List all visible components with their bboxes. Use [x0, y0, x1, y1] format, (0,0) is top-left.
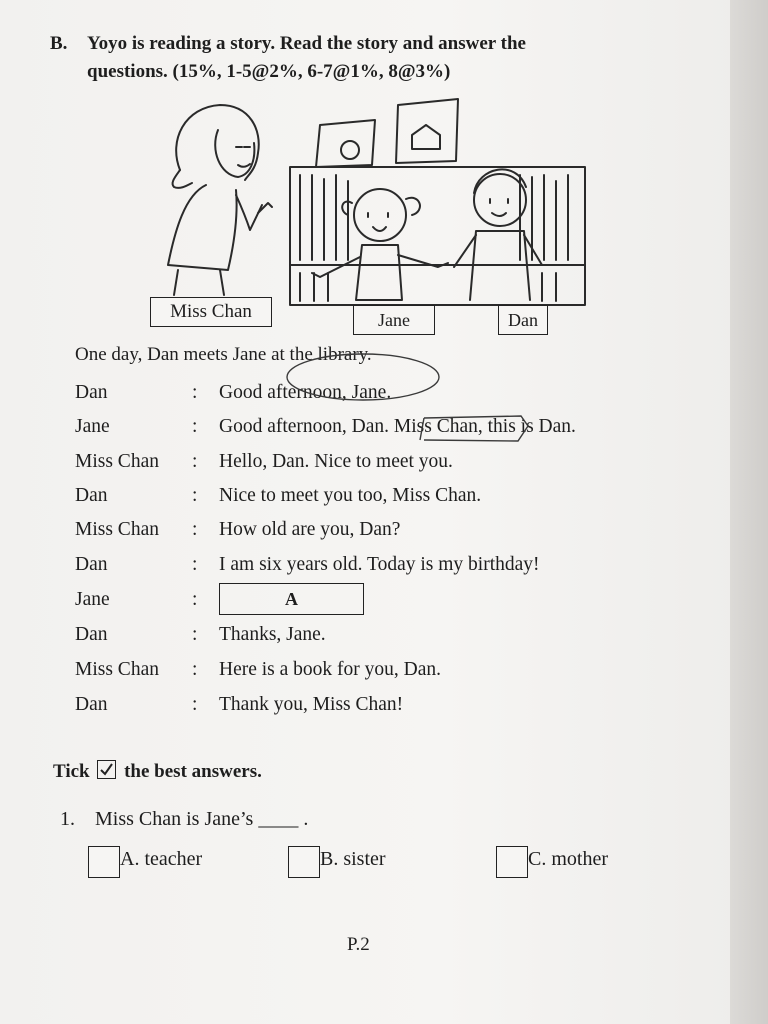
colon: : — [192, 519, 198, 540]
dialogue-line: Thank you, Miss Chan! — [219, 694, 404, 715]
colon: : — [192, 589, 198, 610]
box-mark — [420, 416, 528, 441]
colon: : — [192, 382, 198, 403]
colon: : — [192, 624, 198, 645]
speaker: Dan — [75, 624, 108, 645]
dialogue-line: How old are you, Dan? — [219, 519, 401, 540]
label-dan: Dan — [498, 305, 548, 335]
option-b-label: B. sister — [320, 848, 386, 870]
section-letter: B. — [50, 33, 68, 54]
speaker: Jane — [75, 416, 110, 437]
dialogue-line: Here is a book for you, Dan. — [219, 659, 442, 680]
speaker: Dan — [75, 485, 108, 506]
colon: : — [192, 554, 198, 575]
blank-box-a[interactable]: A — [219, 583, 364, 615]
story-intro: One day, Dan meets Jane at the library. — [75, 344, 372, 365]
option-b-checkbox[interactable] — [288, 846, 320, 878]
dialogue-line: Thanks, Jane. — [219, 624, 326, 645]
label-miss-chan: Miss Chan — [150, 297, 272, 327]
tick-word: Tick — [53, 761, 90, 782]
option-a-checkbox[interactable] — [88, 846, 120, 878]
dialogue-line: Hello, Dan. Nice to meet you. — [219, 451, 453, 472]
colon: : — [192, 659, 198, 680]
option-a-label: A. teacher — [120, 848, 203, 870]
speaker: Dan — [75, 382, 108, 403]
speaker: Dan — [75, 554, 108, 575]
option-c-checkbox[interactable] — [496, 846, 528, 878]
speaker: Jane — [75, 589, 110, 610]
colon: : — [192, 694, 198, 715]
page-number: P.2 — [347, 934, 370, 955]
colon: : — [192, 451, 198, 472]
label-jane: Jane — [353, 305, 435, 335]
dialogue-line: Nice to meet you too, Miss Chan. — [219, 485, 482, 506]
circle-mark — [287, 354, 439, 400]
tick-box-icon — [97, 760, 116, 779]
speaker: Miss Chan — [75, 451, 159, 472]
colon: : — [192, 485, 198, 506]
option-c-label: C. mother — [528, 848, 608, 870]
dialogue-line: Good afternoon, Jane. — [219, 382, 392, 403]
tick-instruction-text: the best answers. — [124, 761, 262, 782]
dialogue-line: I am six years old. Today is my birthday! — [219, 554, 540, 575]
question-text: Miss Chan is Jane’s ____ . — [95, 808, 309, 830]
speaker: Dan — [75, 694, 108, 715]
colon: : — [192, 416, 198, 437]
speaker: Miss Chan — [75, 659, 159, 680]
section-instructions-line1: Yoyo is reading a story. Read the story and answer the — [87, 33, 526, 54]
question-number: 1. — [60, 808, 75, 830]
dialogue-line: Good afternoon, Dan. Miss Chan, this is Dan. — [219, 416, 576, 437]
section-instructions-line2: questions. (15%, 1-5@2%, 6-7@1%, 8@3%) — [87, 61, 451, 82]
tick-instruction — [53, 760, 262, 783]
speaker: Miss Chan — [75, 519, 159, 540]
